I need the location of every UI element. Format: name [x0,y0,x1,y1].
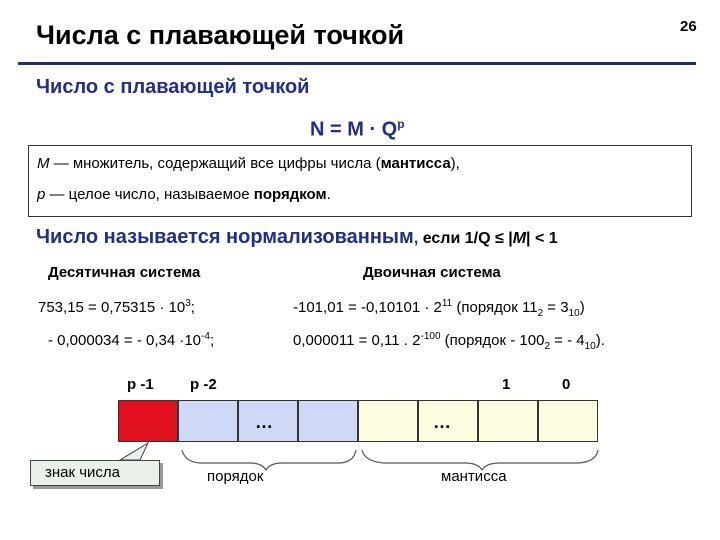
bin1-exp: 11 [441,298,453,309]
def-m-end: ), [450,155,460,172]
bin1-a: -101,01 = -0,10101 · 2 [293,299,442,316]
bin1-sub1: 2 [537,308,544,319]
exponent-ellipsis: … [255,412,273,432]
def-p-term: порядком [253,186,327,203]
def-m-term: мантисса [380,155,451,172]
bit-label-p-2: р -2 [190,376,217,393]
slide-number: 26 [680,18,697,35]
section-subtitle: Число с плавающей точкой [36,76,310,98]
bit-label-0: 0 [562,376,571,393]
bin1-c: = 3 [543,299,569,316]
bin2-d: ). [595,332,605,349]
normalized-cond-a: если 1/Q ≤ | [418,230,513,247]
def-p-text: — целое число, называемое [45,186,254,203]
formula-base: Q [376,118,398,141]
mantissa-ellipsis: … [433,412,451,432]
bin1-d: ) [579,299,585,316]
def-p-symbol: p [37,186,46,203]
def-p-end: . [326,186,331,203]
bin2-a: 0,000011 = 0,11 . 2 [293,332,421,349]
normalized-comma: , [413,230,419,247]
bit-label-p-1: р -1 [127,376,154,393]
binary-heading: Двоичная система [363,264,501,281]
order-brace [182,450,356,470]
bin2-c: = - 4 [550,332,585,349]
dec2-exp: -4 [201,331,210,342]
normalized-main: Число называется нормализованным [36,226,414,248]
normalized-cond-b: | < 1 [526,230,558,247]
bin2-exp: -100 [420,331,441,342]
dec2-a: - 0,000034 = - 0,34 ·10 [48,332,202,349]
def-m-text: — множитель, содержащий все цифры числа ( [49,155,381,172]
dec1-b: ; [190,299,195,316]
decimal-heading: Десятичная система [48,264,201,281]
bin2-b: (порядок - 100 [440,332,545,349]
dec1-exp: 3 [185,298,191,309]
bin2-sub2: 10 [584,341,596,352]
sign-callout-text: знак числа [45,464,121,481]
dec2-b: ; [209,332,215,349]
normalized-cond-m: M [512,230,527,247]
formula-exponent: p [397,117,405,131]
def-m-symbol: M [37,155,50,172]
bin1-sub2: 10 [568,308,580,319]
mantissa-label: мантисса [441,468,507,485]
sign-callout-pointer [120,443,148,460]
mantissa-brace [362,450,598,470]
dec1-a: 753,15 = 0,75315 · 10 [38,299,186,316]
formula-lhs: N = M [310,118,370,141]
formula-dot: · [369,118,377,141]
bit-label-1: 1 [502,376,511,393]
order-label: порядок [207,468,264,485]
slide-title: Числа с плавающей точкой [36,20,405,50]
bin1-b: (порядок 11 [452,299,538,316]
bin2-sub1: 2 [544,341,551,352]
